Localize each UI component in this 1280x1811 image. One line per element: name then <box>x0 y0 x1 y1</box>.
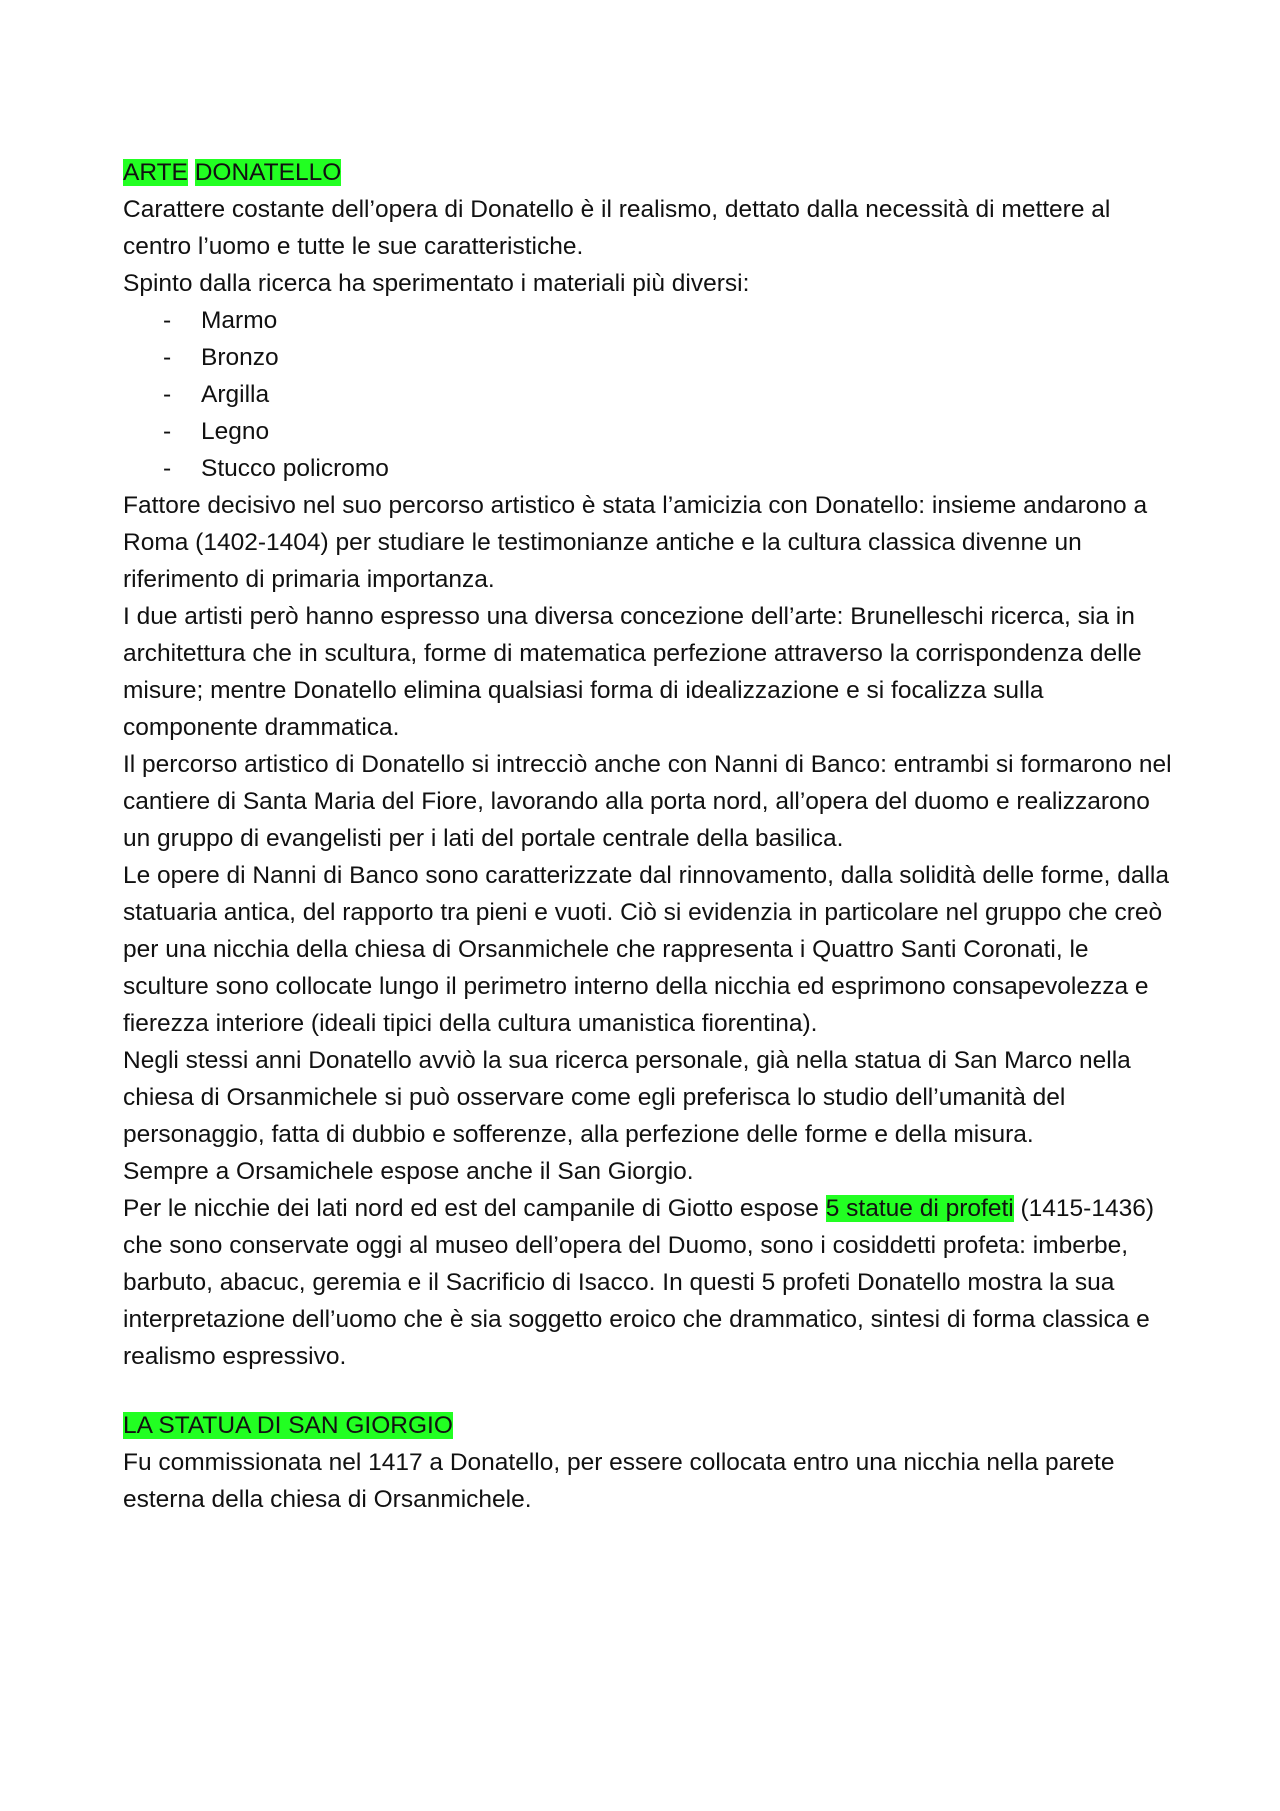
bullet-dash: - <box>163 307 172 334</box>
paragraph-commissione: Fu commissionata nel 1417 a Donatello, per essere collocata entro una nicchia nella parete esterna della chiesa di Orsanmichele. <box>123 1449 1115 1513</box>
bullet-dash: - <box>163 418 172 445</box>
list-item: - Stucco policromo <box>123 450 1173 487</box>
heading-san-giorgio: LA STATUA DI SAN GIORGIO <box>123 1412 453 1439</box>
bullet-dash: - <box>163 455 172 482</box>
heading-part-donatello: DONATELLO <box>194 159 342 186</box>
paragraph-profeti: Per le nicchie dei lati nord ed est del campanile di Giotto espose 5 statue di profeti (1415-1436) che sono conservate oggi al museo dell’opera del Duomo, sono i cosiddetti profeta: imberbe, barbuto, abacuc, geremia e il Sacrificio di Isacco. In questi 5 profeti Donatello mostra la sua interpretazione dell’uomo che è sia soggetto eroico che drammatico, sintesi di forma classica e realismo espressivo. <box>123 1195 1154 1370</box>
list-item: - Bronzo <box>123 339 1173 376</box>
intro-paragraph: Carattere costante dell’opera di Donatello è il realismo, dettato dalla necessità di mettere al centro l’uomo e tutte le sue caratteristiche. <box>123 196 1111 260</box>
paragraph-opere: Le opere di Nanni di Banco sono caratterizzate dal rinnovamento, dalla solidità delle forme, dalla statuaria antica, del rapporto tra pieni e vuoti. Ciò si evidenzia in particolare nel gruppo che creò per una nicchia della chiesa di Orsanmichele che rappresenta i Quattro Santi Coronati, le sculture sono collocate lungo il perimetro interno della nicchia ed esprimono consapevolezza e fierezza interiore (ideali tipici della cultura umanistica fiorentina). <box>123 862 1169 1037</box>
materials-list <box>123 302 1173 487</box>
list-item: - Legno <box>123 413 1173 450</box>
paragraph-nanni: Il percorso artistico di Donatello si intrecciò anche con Nanni di Banco: entrambi si formarono nel cantiere di Santa Maria del Fiore, lavorando alla porta nord, all’opera del duomo e realizzarono un gruppo di evangelisti per i lati del portale centrale della basilica. <box>123 751 1172 852</box>
paragraph-negli: Negli stessi anni Donatello avviò la sua ricerca personale, già nella statua di San Marco nella chiesa di Orsanmichele si può osservare come egli preferisca lo studio dell’umanità del personaggio, fatta di dubbio e sofferenze, alla perfezione delle forme e della misura. <box>123 1047 1131 1148</box>
bullet-dash: - <box>163 381 172 408</box>
bullet-dash: - <box>163 344 172 371</box>
paragraph-sempre: Sempre a Orsamichele espose anche il San Giorgio. <box>123 1158 694 1185</box>
paragraph-concezione: I due artisti però hanno espresso una diversa concezione dell’arte: Brunelleschi ricerca, sia in architettura che in scultura, forme di matematica perfezione attraverso la corrispondenza delle misure; mentre Donatello elimina qualsiasi forma di idealizzazione e si focalizza sulla componente drammatica. <box>123 603 1142 741</box>
paragraph-friendship: Fattore decisivo nel suo percorso artistico è stata l’amicizia con Donatello: insieme andarono a Roma (1402-1404) per studiare le testimonianze antiche e la cultura classica divenne un riferimento di primaria importanza. <box>123 492 1148 593</box>
highlight-profeti: 5 statue di profeti <box>825 1195 1014 1222</box>
materials-intro: Spinto dalla ricerca ha sperimentato i materiali più diversi: <box>123 270 750 297</box>
heading-arte-donatello <box>123 154 1173 191</box>
paragraph-gap <box>123 1375 1173 1407</box>
heading-part-arte: ARTE <box>123 159 188 186</box>
list-item: - Marmo <box>123 302 1173 339</box>
list-item: - Argilla <box>123 376 1173 413</box>
document-body <box>123 154 1173 1518</box>
